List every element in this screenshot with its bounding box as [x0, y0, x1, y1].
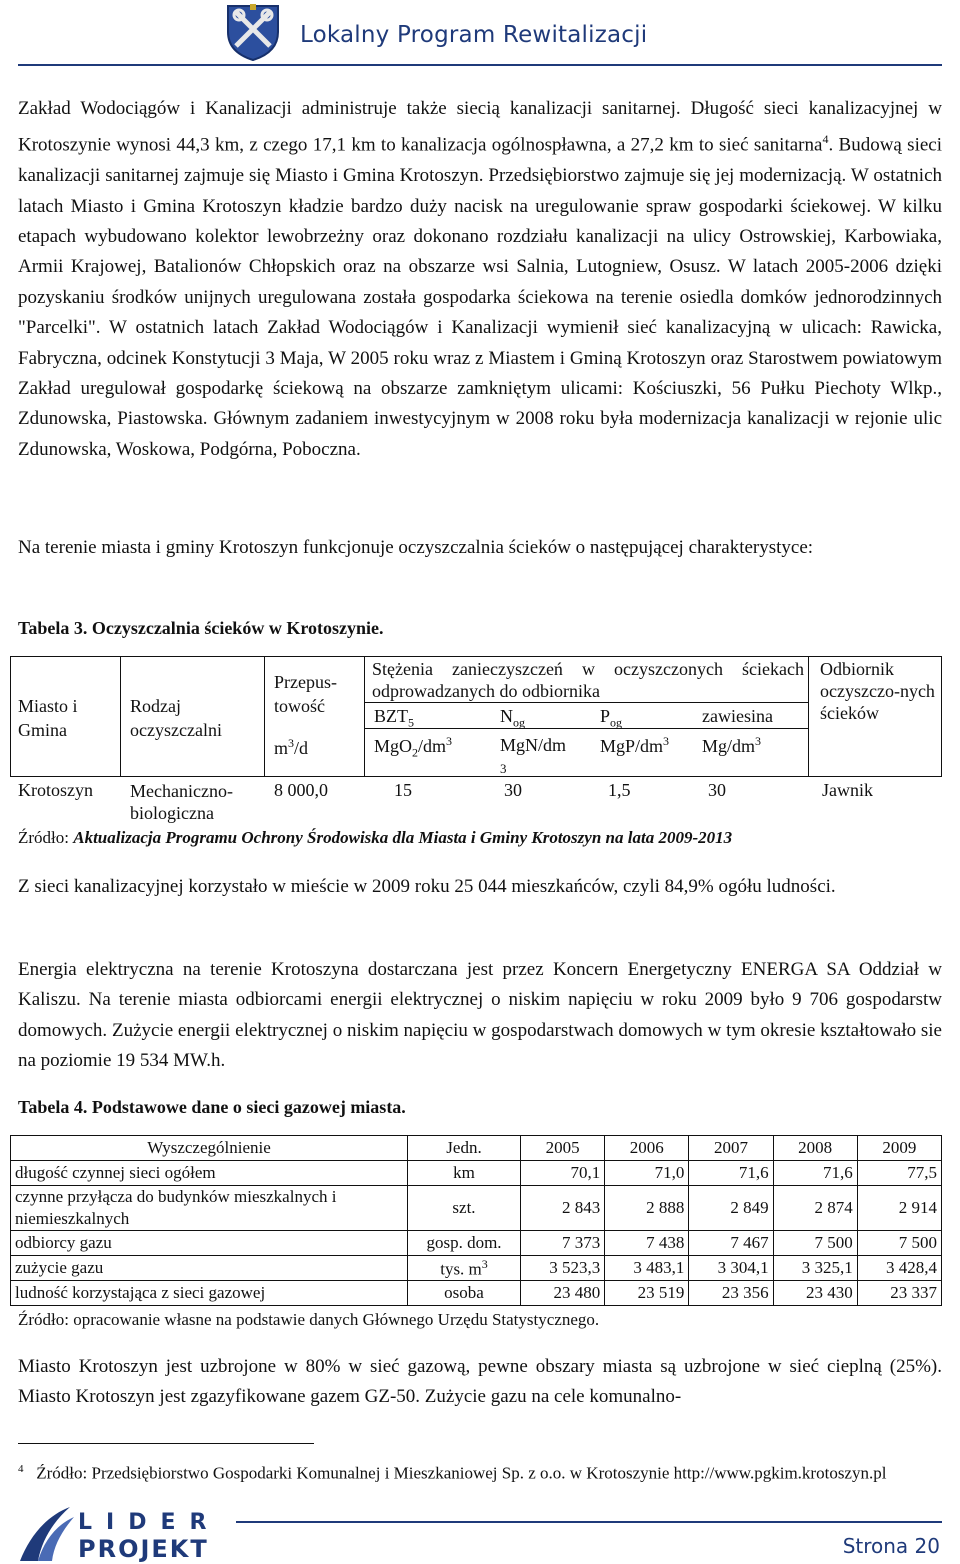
cell-value: 7 467 — [689, 1231, 773, 1256]
row-unit: szt. — [408, 1186, 521, 1231]
row-label: odbiorcy gazu — [11, 1231, 408, 1256]
footnote — [18, 1456, 942, 1487]
table-row — [11, 1161, 942, 1186]
table-header-row — [11, 1136, 942, 1161]
paragraph-sewage-text-rest: . Budową sieci kanalizacji sanitarnej zajmuje się Miasto i Gmina Krotoszyn. Przedsiębiorstwo zajmuje się jej modernizacją. W ostatnich latach Miasto i Gmina Krotoszyn kładzie bardzo duży nacisk na uregulowanie spraw gospodarki ściekowej. W kilku etapach wybudowano kolektor lewobrzeżny oraz dokonano rozdziału kanalizacji na ulicy Ostrowskiej, Karbowiaka, Armii Krajowej, Batalionów Chłopskich oraz na obszarze wsi Salnia, Lutogniew, Osusz. W latach 2005-2006 dzięki pozyskaniu środków unijnych uregulowana została gospodarka ściekowa na terenie osiedla domków jednorodzinnych "Parcelki". W ostatnich latach Zakład Wodociągów i Kanalizacji wymienił sieć kanalizacyjną w ulicach: Rawicka, Fabryczna, odcinek Konstytucji 3 Maja, W 2005 roku wraz z Miastem i Gminą Krotoszyn oraz Starostwem powiatowym Zakład uregulował gospodarkę ściekową na obszarze zamkniętym ulicami: Kościuszki, 56 Pułku Piechoty Wlkp., Zdunowska, Piastowska. Głównym zadaniem inwestycyjnym w 2008 roku była modernizacja kanalizacji w rejonie ulic Zdunowska, Woskowa, Podgórna, Poboczna. — [18, 134, 942, 460]
unit-suspended: $Mg/dm^3$ — [702, 734, 762, 756]
header-receiver: Odbiornik oczyszczo-nych ścieków — [820, 659, 935, 723]
table-border — [808, 656, 809, 777]
row-unit: gosp. dom. — [408, 1231, 521, 1256]
lider-projekt-logo — [18, 1505, 238, 1563]
table-row — [11, 1186, 942, 1231]
cell-value: 3 325,1 — [773, 1256, 857, 1281]
header-capacity-unit: $m^3/d$ — [274, 736, 309, 758]
column-header: Jedn. — [408, 1136, 521, 1161]
table3-caption: Tabela 3. Oczyszczalnia ścieków w Krotoszynie. — [18, 618, 384, 638]
footer-divider — [236, 1521, 942, 1523]
gas-network-table — [10, 1135, 942, 1306]
column-header: 2008 — [773, 1136, 857, 1161]
cell-value: 23 356 — [689, 1281, 773, 1306]
param-suspended: zawiesina — [702, 706, 773, 726]
table-row — [11, 1281, 942, 1306]
header-city: Miasto i Gmina — [18, 696, 78, 740]
row-unit: osoba — [408, 1281, 521, 1306]
cell-value: 71,6 — [773, 1161, 857, 1186]
cell-value: 7 500 — [857, 1231, 941, 1256]
coat-of-arms-icon — [222, 2, 284, 62]
row-bzt: 15 — [394, 780, 412, 800]
table-border — [10, 656, 942, 657]
table4-source: Źródło: opracowanie własne na podstawie danych Głównego Urzędu Statystycznego. — [18, 1310, 600, 1329]
cell-value: 3 483,1 — [605, 1256, 689, 1281]
footnote-divider — [18, 1443, 314, 1444]
cell-value: 23 337 — [857, 1281, 941, 1306]
row-label: długość czynnej sieci ogółem — [11, 1161, 408, 1186]
row-plant-type: Mechaniczno-biologiczna — [130, 781, 233, 823]
param-bzt: $BZT_5$ — [374, 706, 414, 730]
table-border — [364, 702, 808, 703]
cell-value: 3 428,4 — [857, 1256, 941, 1281]
unit-n: MgN/dm 3 — [500, 735, 567, 776]
paragraph-gas: Miasto Krotoszyn jest uzbrojone w 80% w sieć gazową, pewne obszary miasta są uzbrojone w sieć cieplną (25%). Miasto Krotoszyn jest zgazyfikowane gazem GZ-50. Zużycie gazu na cele komunalno- — [18, 1356, 942, 1408]
row-unit: tys. $m^3$ — [408, 1256, 521, 1281]
cell-value: 23 480 — [521, 1281, 605, 1306]
row-suspended: 30 — [708, 780, 726, 800]
row-city: Krotoszyn — [18, 780, 93, 800]
page-number: Strona 20 — [842, 1534, 940, 1558]
column-header: 2007 — [689, 1136, 773, 1161]
table-border — [364, 728, 808, 729]
table-border — [941, 656, 942, 777]
row-capacity: 8 000,0 — [274, 780, 328, 800]
footnote-text: Źródło: Przedsiębiorstwo Gospodarki Komunalnej i Mieszkaniowej Sp. z o.o. w Krotoszynie http://www.pgkim.krotoszyn.pl — [36, 1463, 887, 1483]
page-header — [0, 0, 960, 66]
unit-bzt: $MgO_2/dm^3$ — [374, 734, 453, 760]
cell-value: 2 849 — [689, 1186, 773, 1231]
cell-value: 70,1 — [521, 1161, 605, 1186]
row-receiver: Jawnik — [822, 780, 873, 800]
table-row — [11, 1231, 942, 1256]
header-title: Lokalny Program Rewitalizacji — [300, 22, 648, 48]
paragraph-electricity: Energia elektryczna na terenie Krotoszyna dostarczana jest przez Koncern Energetyczny ENERGA SA Oddział w Kaliszu. Na terenie miasta odbiorcami energii elektrycznej o niskim napięciu w roku 2009 było 9 706 gospodarstw domowych. Zużycie energii elektrycznej o niskim napięciu w gospodarstwach domowych w tym okresie kształtowało sie na poziomie 19 534 MW.h. — [18, 959, 942, 1072]
column-header: 2006 — [605, 1136, 689, 1161]
logo-text-top: LIDER — [78, 1510, 221, 1535]
column-header: Wyszczególnienie — [11, 1136, 408, 1161]
table-border — [264, 656, 265, 777]
param-n: $N_{og}$ — [500, 706, 525, 730]
logo-text-bottom: PROJEKT — [78, 1535, 209, 1563]
paragraph-sewage-users: Z sieci kanalizacyjnej korzystało w mieście w 2009 roku 25 044 mieszkańców, czyli 84,9% ogółu ludności. — [18, 876, 836, 897]
table3-source: Źródło: Aktualizacja Programu Ochrony Środowiska dla Miasta i Gminy Krotoszyn na lata 2009-2013 — [18, 828, 733, 847]
unit-p: MgP/$dm^3$ — [600, 734, 670, 756]
cell-value: 7 438 — [605, 1231, 689, 1256]
cell-value: 7 500 — [773, 1231, 857, 1256]
footnote-number: 4 — [18, 1463, 24, 1475]
row-unit: km — [408, 1161, 521, 1186]
cell-value: 2 874 — [773, 1186, 857, 1231]
cell-value: 23 519 — [605, 1281, 689, 1306]
row-label: zużycie gazu — [11, 1256, 408, 1281]
header-divider — [18, 64, 942, 66]
row-p: 1,5 — [608, 780, 631, 800]
cell-value: 71,0 — [605, 1161, 689, 1186]
row-label: ludność korzystająca z sieci gazowej — [11, 1281, 408, 1306]
cell-value: 2 888 — [605, 1186, 689, 1231]
table-row — [11, 1256, 942, 1281]
paragraph-sewage-text: Zakład Wodociągów i Kanalizacji administruje także siecią kanalizacji sanitarnej. Długość sieci kanalizacyjnej w Krotoszynie wynosi 44,3 km, z czego 17,1 km to kanalizacja ogólnospławna, a 27,2 km to sieć sanitarna — [18, 98, 942, 156]
cell-value: 3 523,3 — [521, 1256, 605, 1281]
cell-value: 3 304,1 — [689, 1256, 773, 1281]
header-plant-type: Rodzaj oczyszczalni — [130, 696, 222, 740]
table-border — [10, 656, 11, 777]
cell-value: 2 914 — [857, 1186, 941, 1231]
row-n: 30 — [504, 780, 522, 800]
cell-value: 2 843 — [521, 1186, 605, 1231]
cell-value: 23 430 — [773, 1281, 857, 1306]
cell-value: 71,6 — [689, 1161, 773, 1186]
param-p: $P_{og}$ — [600, 706, 623, 730]
column-header: 2005 — [521, 1136, 605, 1161]
header-capacity: Przepus-towość — [274, 672, 337, 716]
row-label: czynne przyłącza do budynków mieszkalnych i niemieszkalnych — [11, 1186, 408, 1231]
table4-caption: Tabela 4. Podstawowe dane o sieci gazowej miasta. — [18, 1097, 406, 1117]
paragraph-treatment-intro: Na terenie miasta i gminy Krotoszyn funkcjonuje oczyszczalnia ścieków o następującej charakterystyce: — [18, 537, 814, 558]
footnote-ref: 4 — [822, 132, 829, 147]
table-border — [10, 776, 942, 777]
cell-value: 7 373 — [521, 1231, 605, 1256]
header-concentrations: Stężenia zanieczyszczeń w oczyszczonych ściekach odprowadzanych do odbiornika — [372, 659, 804, 701]
column-header: 2009 — [857, 1136, 941, 1161]
table-border — [120, 656, 121, 777]
cell-value: 77,5 — [857, 1161, 941, 1186]
paragraph-sewage — [18, 94, 942, 465]
treatment-plant-table — [10, 656, 942, 826]
table-border — [364, 656, 365, 777]
